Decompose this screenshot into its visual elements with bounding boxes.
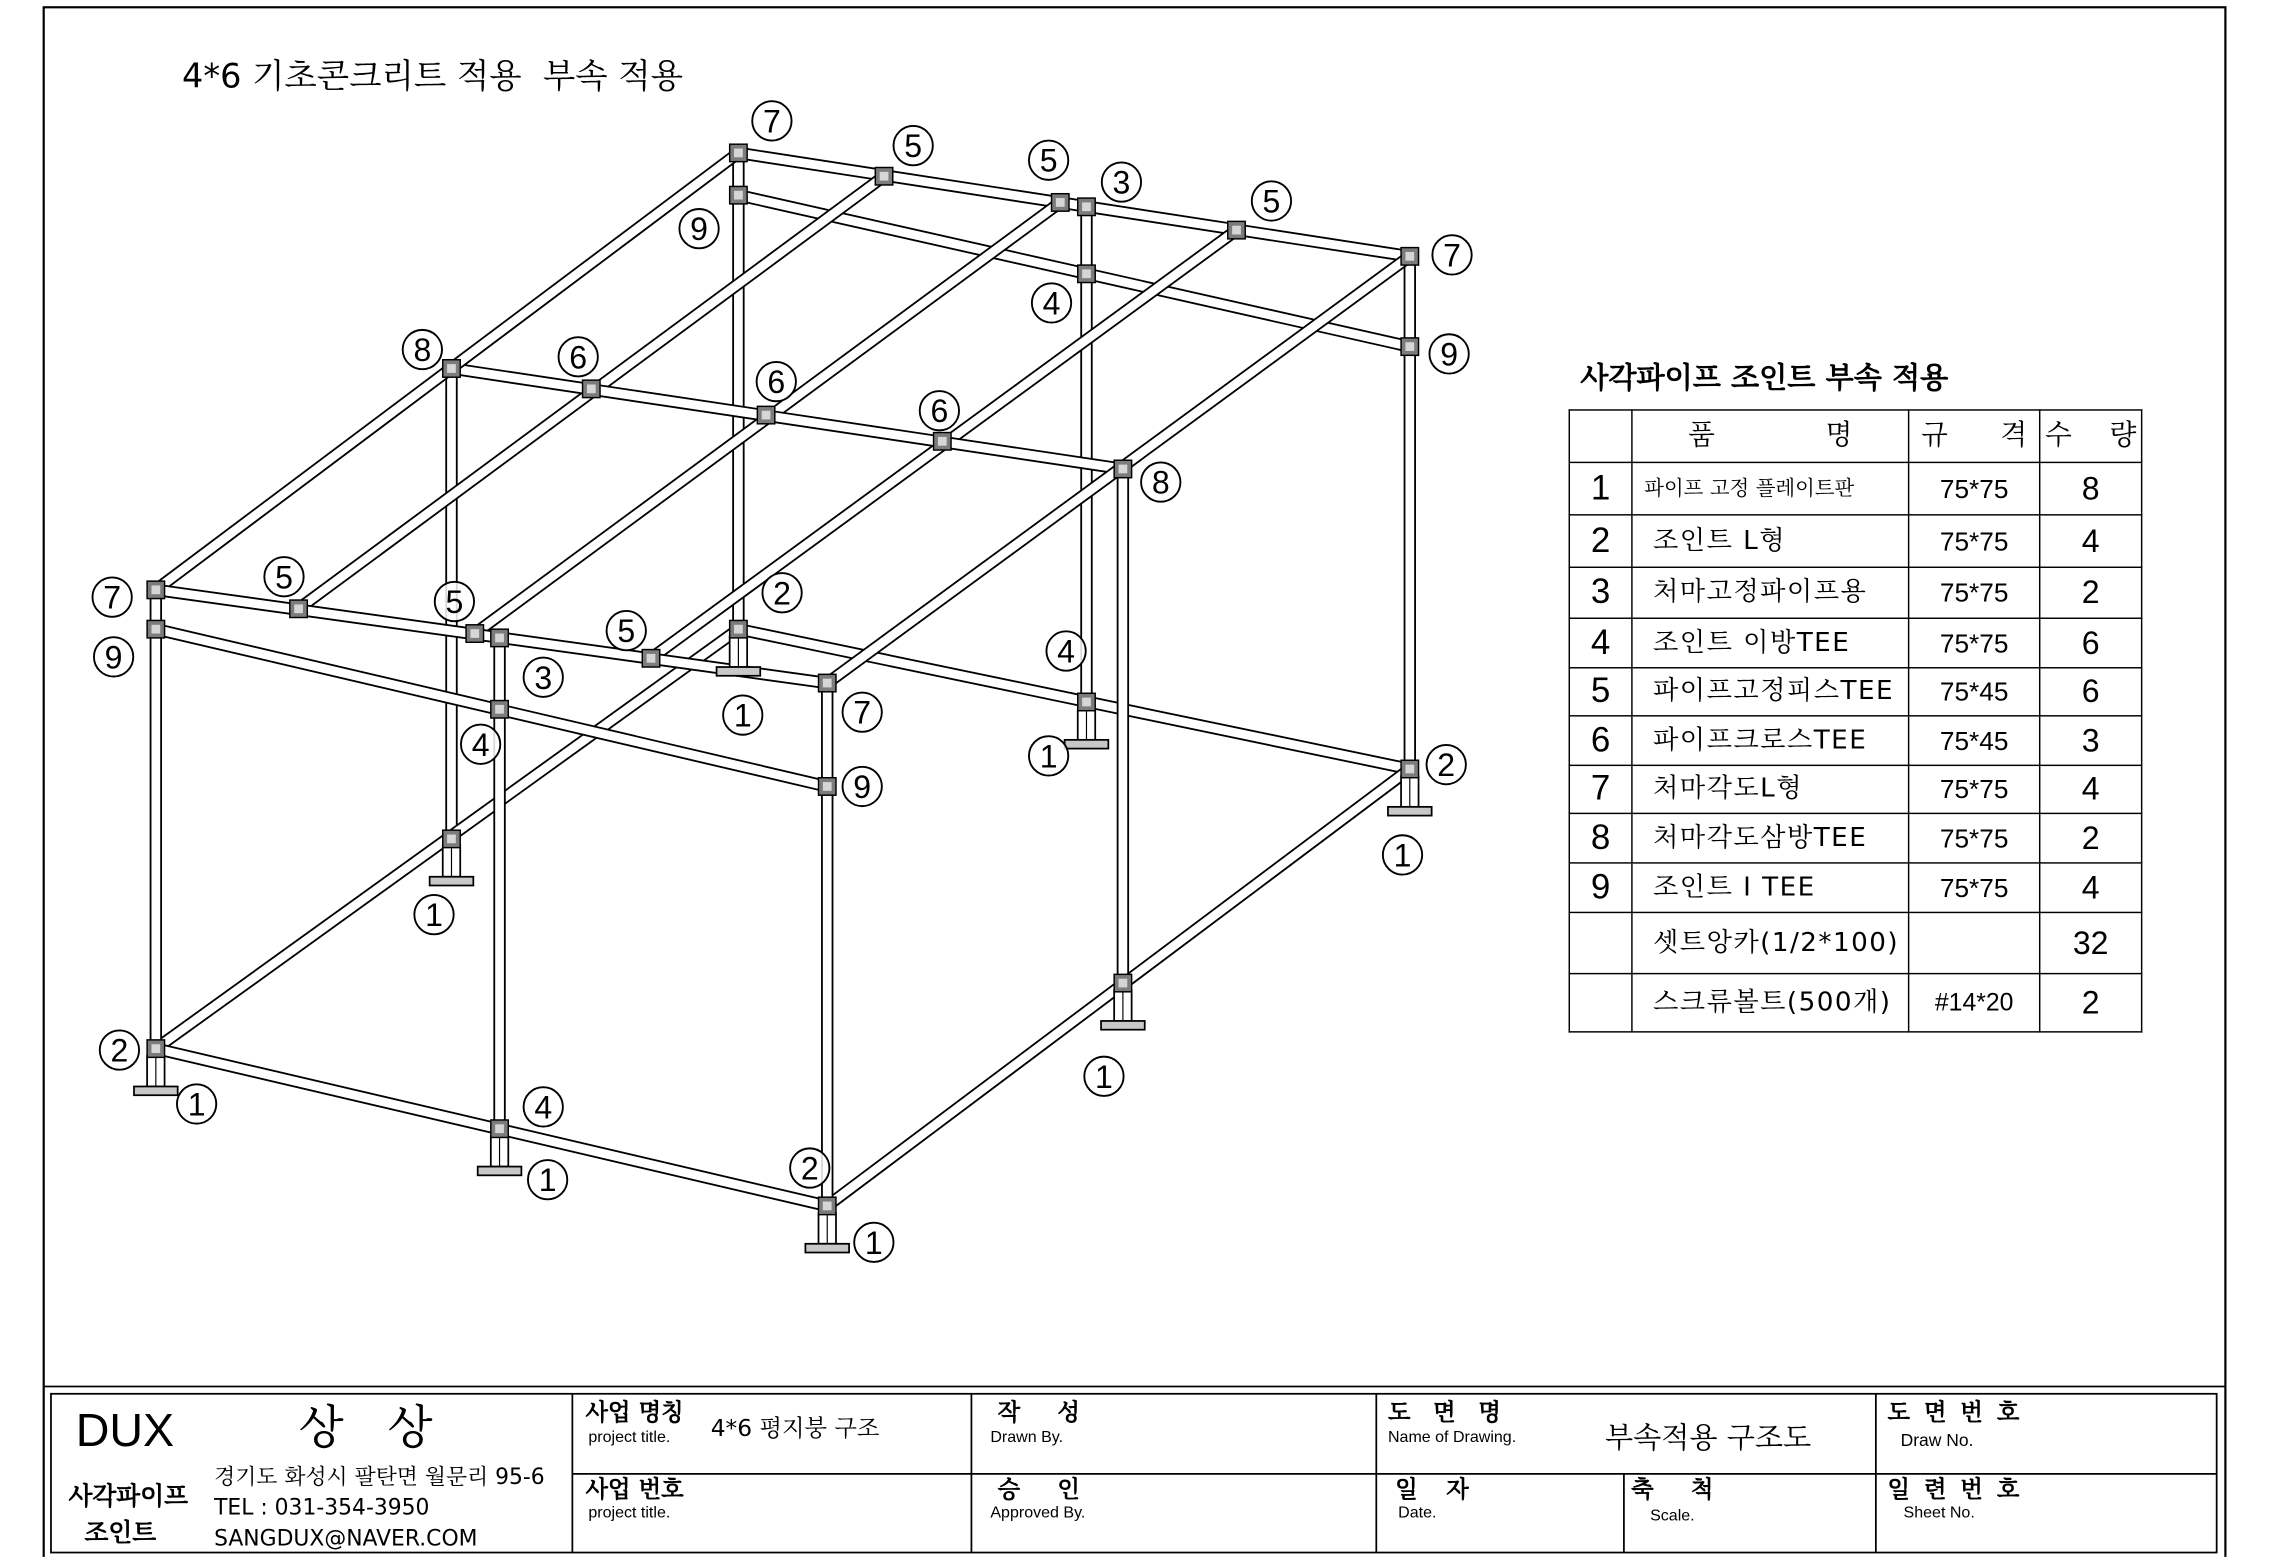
part-callout bbox=[1046, 631, 1085, 670]
joint-fitting bbox=[1078, 198, 1095, 215]
joint-highlight bbox=[762, 411, 771, 420]
base-plate-flange bbox=[1388, 807, 1432, 816]
part-callout bbox=[1141, 462, 1180, 501]
callout-number: 6 bbox=[569, 339, 588, 376]
joint-fitting bbox=[1228, 221, 1245, 238]
part-name: 파이프크로스TEE bbox=[1632, 716, 1909, 766]
frame-structure-isometric bbox=[92, 101, 1471, 1262]
header-spec: 규 격 bbox=[1909, 410, 2040, 462]
joint-fitting bbox=[757, 406, 774, 423]
part-name: 파이프 고정 플레이트판 bbox=[1632, 462, 1909, 514]
joint-highlight bbox=[151, 625, 160, 634]
base-plate bbox=[134, 1056, 178, 1095]
joint-highlight bbox=[823, 1202, 832, 1211]
part-no: 9 bbox=[1569, 863, 1632, 913]
part-callout bbox=[92, 577, 131, 616]
joint-fitting bbox=[730, 186, 747, 203]
drawn-by-label-en: Drawn By. bbox=[990, 1428, 1064, 1447]
table-row bbox=[1569, 515, 2141, 567]
part-no: 7 bbox=[1569, 765, 1632, 813]
part-name: 처마각도L형 bbox=[1632, 765, 1909, 813]
part-callout bbox=[524, 1087, 563, 1126]
drawn-by-label: 작 성 bbox=[997, 1398, 1080, 1426]
joint-highlight bbox=[1082, 698, 1091, 707]
part-name: 조인트 L형 bbox=[1632, 515, 1909, 567]
part-callout bbox=[843, 767, 882, 806]
joint-highlight bbox=[1056, 198, 1065, 207]
part-callout bbox=[94, 637, 133, 676]
part-no: 8 bbox=[1569, 813, 1632, 863]
joint-fitting bbox=[1078, 693, 1095, 710]
part-spec: 75*75 bbox=[1909, 618, 2040, 668]
joint-fitting bbox=[147, 1040, 164, 1057]
joint-highlight bbox=[1405, 342, 1414, 351]
joint-fitting bbox=[1078, 265, 1095, 282]
table-row bbox=[1569, 912, 2141, 973]
callout-number: 8 bbox=[1151, 464, 1170, 501]
joint-fitting bbox=[583, 380, 600, 397]
joint-fitting bbox=[443, 830, 460, 847]
joint-fitting bbox=[819, 674, 836, 691]
callout-number: 1 bbox=[864, 1224, 883, 1261]
joint-highlight bbox=[647, 654, 656, 663]
drawing-name-label: 도 면 명 bbox=[1387, 1398, 1501, 1426]
callout-number: 9 bbox=[690, 211, 708, 248]
part-spec: 75*75 bbox=[1909, 863, 2040, 913]
callout-number: 4 bbox=[471, 726, 490, 763]
joint-highlight bbox=[1119, 465, 1128, 474]
product-line-1: 사각파이프 bbox=[68, 1482, 189, 1512]
part-no bbox=[1569, 912, 1632, 973]
part-callout bbox=[461, 725, 500, 764]
callout-number: 9 bbox=[1440, 336, 1459, 373]
joint-highlight bbox=[823, 782, 832, 791]
part-no: 6 bbox=[1569, 716, 1632, 766]
part-no: 5 bbox=[1569, 668, 1632, 716]
callout-number: 3 bbox=[534, 659, 553, 696]
part-spec: 75*75 bbox=[1909, 515, 2040, 567]
callout-number: 5 bbox=[1262, 183, 1281, 220]
header-qty: 수 량 bbox=[2040, 410, 2142, 462]
table-row bbox=[1569, 462, 2141, 514]
header-no bbox=[1569, 410, 1632, 462]
joint-fitting bbox=[934, 433, 951, 450]
part-spec: 75*75 bbox=[1909, 462, 2040, 514]
company-email: SANGDUX@NAVER.COM bbox=[214, 1524, 478, 1552]
callout-number: 2 bbox=[800, 1150, 819, 1187]
part-name: 처마고정파이프용 bbox=[1632, 567, 1909, 618]
project-name-label-en: project title. bbox=[588, 1428, 671, 1447]
part-no: 3 bbox=[1569, 567, 1632, 618]
table-row bbox=[1569, 668, 2141, 716]
joint-fitting bbox=[875, 167, 892, 184]
joint-fitting bbox=[466, 625, 483, 642]
part-spec: 75*75 bbox=[1909, 765, 2040, 813]
joint-highlight bbox=[470, 629, 479, 638]
part-name: 스크류볼트(500개) bbox=[1632, 974, 1909, 1032]
base-plate bbox=[478, 1136, 522, 1175]
joint-highlight bbox=[495, 705, 504, 714]
part-spec: 75*75 bbox=[1909, 567, 2040, 618]
part-no: 2 bbox=[1569, 515, 1632, 567]
callout-number: 8 bbox=[413, 332, 432, 369]
joint-highlight bbox=[1405, 252, 1414, 261]
joint-highlight bbox=[1082, 269, 1091, 278]
part-callout bbox=[100, 1030, 139, 1069]
drawing-title: 4*6 기초콘크리트 적용 부속 적용 bbox=[182, 58, 683, 97]
part-spec: #14*20 bbox=[1909, 974, 2040, 1032]
drawing-name-value: 부속적용 구조도 bbox=[1604, 1419, 1812, 1455]
callout-number: 1 bbox=[1095, 1058, 1113, 1095]
part-no: 4 bbox=[1569, 618, 1632, 668]
callout-number: 2 bbox=[1437, 747, 1456, 784]
joint-highlight bbox=[447, 835, 456, 844]
joint-fitting bbox=[1114, 974, 1131, 991]
drawing-no-label-en: Draw No. bbox=[1900, 1430, 1974, 1451]
part-callout bbox=[414, 895, 453, 934]
joint-fitting bbox=[730, 144, 747, 161]
part-qty: 3 bbox=[2040, 716, 2142, 766]
header-name: 품 명 bbox=[1632, 410, 1909, 462]
base-plate-flange bbox=[478, 1167, 522, 1176]
callout-number: 6 bbox=[767, 364, 786, 401]
joint-fitting bbox=[819, 778, 836, 795]
part-spec: 75*75 bbox=[1909, 813, 2040, 863]
callout-number: 5 bbox=[445, 584, 464, 621]
joint-highlight bbox=[294, 604, 303, 613]
table-row bbox=[1569, 567, 2141, 618]
table-row bbox=[1569, 765, 2141, 813]
project-no-label-en: project title. bbox=[588, 1504, 671, 1522]
sheet-no-label: 일 련 번 호 bbox=[1887, 1475, 2020, 1504]
joint-highlight bbox=[734, 191, 743, 200]
joint-fitting bbox=[1114, 460, 1131, 477]
joint-fitting bbox=[491, 629, 508, 646]
part-qty: 4 bbox=[2040, 515, 2142, 567]
date-label: 일 자 bbox=[1395, 1475, 1469, 1504]
part-callout bbox=[1029, 736, 1068, 775]
joint-fitting bbox=[819, 1197, 836, 1214]
table-row bbox=[1569, 974, 2141, 1032]
joint-fitting bbox=[290, 600, 307, 617]
callout-number: 3 bbox=[1112, 164, 1131, 201]
part-name: 셋트앙카(1/2*100) bbox=[1632, 912, 1909, 973]
joint-fitting bbox=[1052, 194, 1069, 211]
joint-fitting bbox=[443, 360, 460, 377]
callout-number: 6 bbox=[930, 393, 949, 430]
joint-highlight bbox=[151, 1044, 160, 1053]
part-name: 조인트 이방TEE bbox=[1632, 618, 1909, 668]
joint-fitting bbox=[491, 701, 508, 718]
date-label-en: Date. bbox=[1398, 1504, 1437, 1522]
part-callout bbox=[894, 126, 933, 165]
part-qty: 4 bbox=[2040, 863, 2142, 913]
joint-fitting bbox=[147, 581, 164, 598]
scale-label-en: Scale. bbox=[1650, 1507, 1695, 1525]
base-plate bbox=[1065, 709, 1109, 748]
approved-by-label-en: Approved By. bbox=[990, 1504, 1086, 1522]
table-row bbox=[1569, 618, 2141, 668]
part-callout bbox=[723, 695, 762, 734]
project-name-label: 사업 명칭 bbox=[585, 1398, 684, 1426]
joint-fitting bbox=[147, 620, 164, 637]
callout-number: 7 bbox=[1443, 237, 1461, 274]
joint-fitting bbox=[1401, 760, 1418, 777]
part-qty: 2 bbox=[2040, 974, 2142, 1032]
part-callout bbox=[559, 337, 598, 376]
part-qty: 8 bbox=[2040, 462, 2142, 514]
joint-highlight bbox=[1405, 765, 1414, 774]
part-name: 조인트 I TEE bbox=[1632, 863, 1909, 913]
part-callout bbox=[1102, 162, 1141, 201]
callout-number: 1 bbox=[733, 697, 752, 734]
approved-by-label: 승 인 bbox=[997, 1475, 1080, 1504]
part-name: 처마각도삼방TEE bbox=[1632, 813, 1909, 863]
part-callout bbox=[403, 330, 442, 369]
part-callout bbox=[435, 582, 474, 621]
part-name: 파이프고정피스TEE bbox=[1632, 668, 1909, 716]
callout-number: 1 bbox=[425, 897, 443, 934]
callout-number: 7 bbox=[762, 103, 781, 140]
part-spec: 75*45 bbox=[1909, 716, 2040, 766]
parts-table-title: 사각파이프 조인트 부속 적용 bbox=[1580, 359, 1949, 395]
drawing-no-label: 도 면 번 호 bbox=[1887, 1398, 2020, 1426]
part-qty: 6 bbox=[2040, 668, 2142, 716]
part-no bbox=[1569, 974, 1632, 1032]
part-callout bbox=[854, 1223, 893, 1262]
part-callout bbox=[920, 391, 959, 430]
joint-fitting bbox=[1401, 338, 1418, 355]
drawing-name-label-en: Name of Drawing. bbox=[1387, 1428, 1517, 1447]
joint-fitting bbox=[491, 1120, 508, 1137]
company-address: 경기도 화성시 팔탄면 월문리 95-6 bbox=[214, 1463, 545, 1490]
part-spec bbox=[1909, 912, 2040, 973]
part-callout bbox=[1032, 283, 1071, 322]
scale-label: 축 척 bbox=[1631, 1475, 1714, 1504]
callout-number: 4 bbox=[1042, 285, 1061, 322]
joint-highlight bbox=[495, 634, 504, 643]
joint-highlight bbox=[734, 625, 743, 634]
joint-highlight bbox=[823, 679, 832, 688]
company-logo-text: DUX bbox=[75, 1403, 175, 1457]
part-callout bbox=[1429, 334, 1468, 373]
callout-number: 5 bbox=[904, 128, 923, 165]
table-row bbox=[1569, 716, 2141, 766]
callout-number: 2 bbox=[773, 575, 792, 612]
joint-fitting bbox=[730, 620, 747, 637]
callout-number: 9 bbox=[853, 768, 872, 805]
part-callout bbox=[1084, 1057, 1123, 1096]
callout-number: 1 bbox=[1393, 837, 1412, 874]
joint-highlight bbox=[1082, 202, 1091, 211]
joint-highlight bbox=[1119, 979, 1128, 988]
base-plate-flange bbox=[430, 877, 474, 886]
part-callout bbox=[843, 693, 882, 732]
part-qty: 32 bbox=[2040, 912, 2142, 973]
base-plate-flange bbox=[1065, 740, 1109, 749]
base-plate bbox=[805, 1213, 849, 1252]
table-row bbox=[1569, 863, 2141, 913]
product-line-2: 조인트 bbox=[84, 1519, 157, 1549]
callout-number: 1 bbox=[538, 1162, 557, 1199]
callout-number: 4 bbox=[1057, 633, 1076, 670]
joint-highlight bbox=[587, 384, 596, 393]
callout-number: 5 bbox=[1039, 142, 1058, 179]
part-callout bbox=[1432, 235, 1471, 274]
part-callout bbox=[264, 557, 303, 596]
callout-number: 7 bbox=[853, 694, 872, 731]
part-qty: 2 bbox=[2040, 813, 2142, 863]
part-qty: 6 bbox=[2040, 618, 2142, 668]
callout-number: 9 bbox=[104, 639, 123, 676]
callout-number: 4 bbox=[534, 1089, 553, 1126]
part-callout bbox=[1252, 181, 1291, 220]
part-callout bbox=[528, 1160, 567, 1199]
callout-number: 5 bbox=[617, 613, 636, 650]
sheet-no-label-en: Sheet No. bbox=[1903, 1504, 1975, 1522]
callout-number: 5 bbox=[275, 559, 293, 596]
joint-highlight bbox=[151, 585, 160, 594]
parts-table-header bbox=[1569, 410, 2141, 462]
part-callout bbox=[679, 209, 718, 248]
joint-highlight bbox=[1232, 226, 1241, 235]
joint-highlight bbox=[447, 364, 456, 373]
joint-highlight bbox=[938, 437, 947, 446]
part-callout bbox=[752, 101, 791, 140]
callout-number: 1 bbox=[187, 1086, 206, 1123]
part-callout bbox=[1383, 835, 1422, 874]
part-callout bbox=[524, 658, 563, 697]
part-qty: 4 bbox=[2040, 765, 2142, 813]
joint-highlight bbox=[495, 1124, 504, 1133]
part-callout bbox=[177, 1084, 216, 1123]
part-callout bbox=[1029, 141, 1068, 180]
part-callout bbox=[1427, 745, 1466, 784]
base-plate-flange bbox=[134, 1086, 178, 1095]
callout-number: 7 bbox=[103, 579, 122, 616]
base-plate-flange bbox=[717, 667, 761, 676]
part-qty: 2 bbox=[2040, 567, 2142, 618]
company-tel: TEL : 031-354-3950 bbox=[214, 1494, 430, 1521]
part-spec: 75*45 bbox=[1909, 668, 2040, 716]
part-callout bbox=[762, 573, 801, 612]
callout-number: 2 bbox=[110, 1032, 129, 1069]
base-plate-flange bbox=[805, 1244, 849, 1253]
joint-highlight bbox=[734, 149, 743, 158]
part-callout bbox=[757, 362, 796, 401]
joint-highlight bbox=[880, 172, 889, 181]
part-callout bbox=[607, 611, 646, 650]
base-plate-flange bbox=[1101, 1021, 1145, 1030]
parts-table bbox=[1569, 409, 2143, 1032]
part-no: 1 bbox=[1569, 462, 1632, 514]
part-callout bbox=[790, 1148, 829, 1187]
joint-fitting bbox=[1401, 248, 1418, 265]
table-row bbox=[1569, 813, 2141, 863]
project-no-label: 사업 번호 bbox=[585, 1475, 684, 1504]
project-name-value: 4*6 평지붕 구조 bbox=[710, 1414, 880, 1442]
company-korean-name: 상 상 bbox=[298, 1399, 433, 1455]
callout-number: 1 bbox=[1039, 738, 1058, 775]
joint-fitting bbox=[642, 650, 659, 667]
